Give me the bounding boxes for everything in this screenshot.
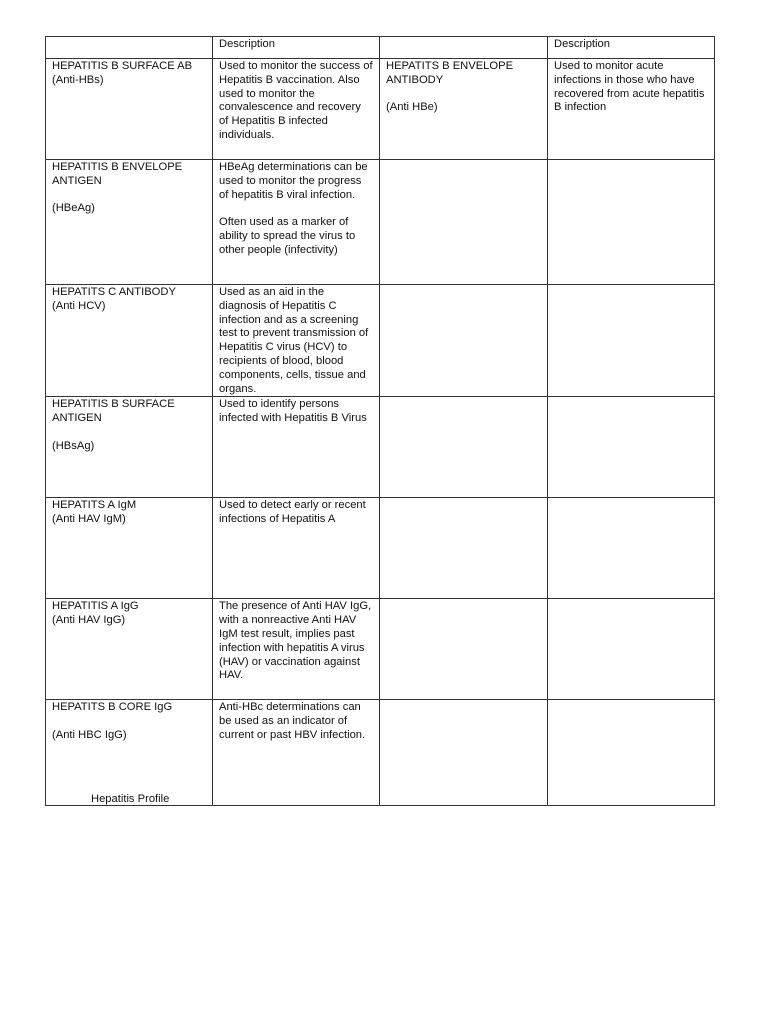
description-cell (213, 160, 380, 285)
header-cell-description: Description (213, 37, 380, 59)
test-name: HEPATITS B CORE IgG (Anti HBC IgG) (52, 701, 173, 741)
test-name: HEPATITIS A IgG (Anti HAV IgG) (52, 600, 139, 627)
test-name-cell (46, 599, 213, 700)
test-name-cell (380, 498, 548, 599)
header-cell-empty (380, 37, 548, 59)
test-name: HEPATITIS B SURFACE ANTIGEN (HBsAg) (52, 398, 175, 452)
table-row (46, 59, 715, 160)
test-name-cell (46, 59, 213, 160)
description-cell (548, 285, 715, 397)
description-cell (548, 397, 715, 498)
table-header-row (46, 37, 715, 59)
table-row (46, 285, 715, 397)
test-name-cell (380, 397, 548, 498)
table-row (46, 160, 715, 285)
description-cell (213, 498, 380, 599)
description-cell (548, 160, 715, 285)
test-name: HEPATITS A IgM (Anti HAV IgM) (52, 499, 137, 526)
description-cell (548, 700, 715, 806)
test-name-cell (380, 285, 548, 397)
test-description: Used to identify persons infected with Hepatitis B Virus (219, 398, 367, 425)
test-name: HEPATITS B ENVELOPE ANTIBODY (Anti HBe) (386, 60, 514, 114)
hepatitis-table (45, 36, 715, 806)
header-cell-empty (46, 37, 213, 59)
test-description: Used to monitor acute infections in those who have recovered from acute hepatitis B infection (554, 60, 705, 114)
document-caption: Hepatitis Profile (91, 793, 170, 805)
test-description: Used to detect early or recent infections of Hepatitis A (219, 499, 366, 526)
description-cell (213, 59, 380, 160)
test-name-cell (46, 160, 213, 285)
test-description: The presence of Anti HAV IgG, with a nonreactive Anti HAV IgM test result, implies past infection with hepatitis A virus (HAV) or vaccination against HAV. (219, 600, 372, 682)
test-name-cell (46, 498, 213, 599)
test-description: Used as an aid in the diagnosis of Hepatitis C infection and as a screening test to prevent transmission of Hepatitis C virus (HCV) to recipients of blood, blood components, cells, tissue and organs. (219, 286, 369, 395)
description-cell (213, 700, 380, 806)
header-cell-description: Description (548, 37, 715, 59)
test-name: HEPATITS C ANTIBODY (Anti HCV) (52, 286, 176, 312)
test-description: HBeAg determinations can be used to monitor the progress of hepatitis B viral infection. Often used as a marker of ability to spread the virus to other people (infectivity) (219, 161, 368, 256)
test-name: HEPATITIS B ENVELOPE ANTIGEN (HBeAg) (52, 161, 183, 215)
test-name: HEPATITIS B SURFACE AB (Anti-HBs) (52, 60, 193, 86)
test-name-cell (380, 160, 548, 285)
description-cell (548, 59, 715, 160)
description-cell (213, 599, 380, 700)
test-name-cell (46, 285, 213, 397)
table-row (46, 397, 715, 498)
table-row (46, 700, 715, 806)
description-cell (548, 498, 715, 599)
description-cell (548, 599, 715, 700)
test-name-cell (380, 59, 548, 160)
test-name-cell (46, 397, 213, 498)
test-name-cell (380, 599, 548, 700)
table-row (46, 498, 715, 599)
test-name-cell (380, 700, 548, 806)
table-row (46, 599, 715, 700)
test-name-cell (46, 700, 213, 806)
test-description: Anti-HBc determinations can be used as an indicator of current or past HBV infection. (219, 701, 366, 741)
test-description: Used to monitor the success of Hepatitis B vaccination. Also used to monitor the convalescence and recovery of Hepatitis B infected individuals. (219, 60, 373, 141)
description-cell (213, 285, 380, 397)
description-cell (213, 397, 380, 498)
